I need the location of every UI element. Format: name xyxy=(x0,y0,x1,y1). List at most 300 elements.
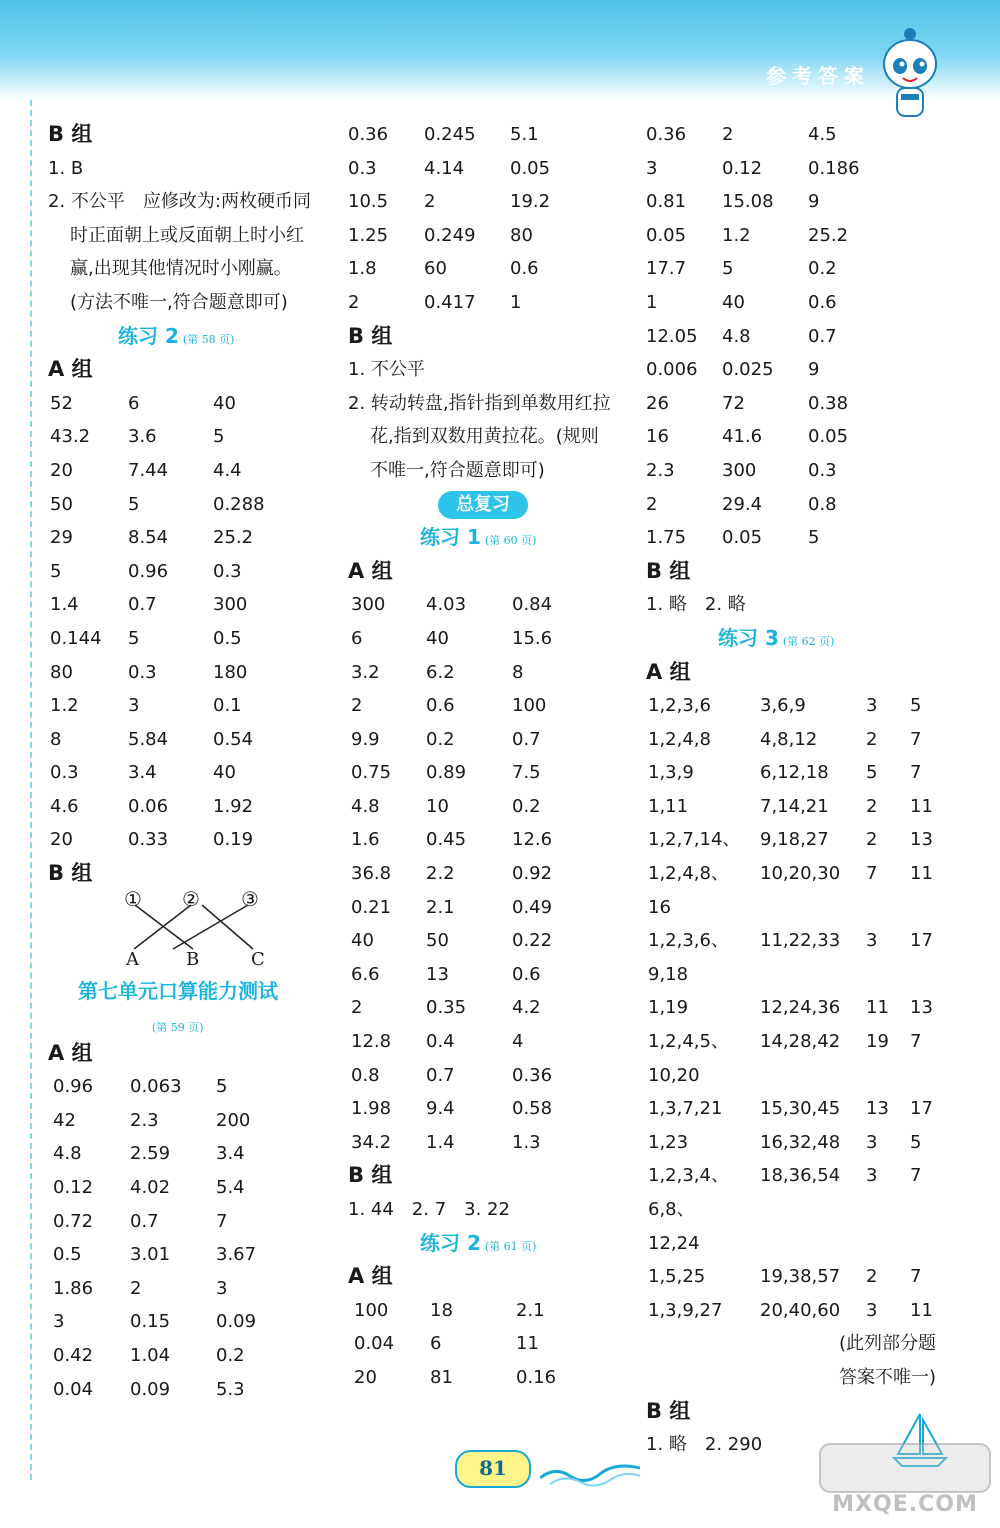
table-row xyxy=(348,857,648,891)
table-row xyxy=(348,185,648,219)
table-cell: 0.12 xyxy=(722,157,763,179)
table-cell: 3.2 xyxy=(351,661,380,683)
table-cell: 5.3 xyxy=(216,1378,245,1400)
table-row xyxy=(646,387,946,421)
answer-line: 2. 转动转盘,指针指到单数用红拉 xyxy=(348,392,611,414)
table-row xyxy=(48,1205,348,1239)
table-cell: 19,38,57 xyxy=(760,1266,841,1288)
table-cell: 1.4 xyxy=(50,594,79,616)
table-cell: 12.8 xyxy=(351,1031,392,1053)
table-cell: 5 xyxy=(722,258,734,280)
table-cell: 9.4 xyxy=(426,1098,455,1120)
table-cell: 5 xyxy=(808,527,820,549)
table-cell: 5.1 xyxy=(510,124,539,145)
table-cell: 0.22 xyxy=(512,930,553,952)
table-cell: 7 xyxy=(910,1031,922,1053)
table-cell: 19 xyxy=(866,1031,889,1053)
table-row xyxy=(48,689,348,723)
table-row xyxy=(646,924,946,958)
answer-table xyxy=(48,387,348,857)
table-cell: 34.2 xyxy=(351,1131,392,1153)
match-label: ① xyxy=(124,886,142,911)
table-cell: 43.2 xyxy=(50,426,91,448)
table-row xyxy=(48,1305,348,1339)
table-cell: 4.8 xyxy=(351,795,380,817)
table-cell: 0.186 xyxy=(808,157,860,179)
table-cell: 3 xyxy=(866,930,878,952)
table-row xyxy=(646,891,946,925)
answer-line: 1. B xyxy=(48,157,84,179)
table-cell: 0.58 xyxy=(512,1098,553,1120)
table-cell: 6 xyxy=(430,1333,442,1355)
table-cell: 1,2,4,8、 xyxy=(648,863,729,885)
table-row xyxy=(646,1159,946,1193)
table-cell: 7 xyxy=(866,863,878,885)
review-pill: 总复习 xyxy=(438,491,528,519)
table-cell: 0.38 xyxy=(808,392,849,414)
table-row xyxy=(48,756,348,790)
table-row xyxy=(348,823,648,857)
table-cell: 0.1 xyxy=(213,695,242,717)
table-cell: 0.21 xyxy=(351,896,392,918)
table-cell: 0.8 xyxy=(808,493,837,515)
table-cell: 5.4 xyxy=(216,1177,245,1199)
table-cell: 1,2,3,6 xyxy=(648,695,711,717)
table-row xyxy=(348,790,648,824)
answer-line: 花,指到双数用黄拉花。(规则 xyxy=(370,426,599,448)
table-row xyxy=(348,219,648,253)
wave-decoration-icon xyxy=(540,1448,640,1488)
table-cell: 0.6 xyxy=(512,963,541,985)
table-cell: 50 xyxy=(50,493,73,515)
table-cell: 9,18 xyxy=(648,963,689,985)
table-cell: 29 xyxy=(50,527,73,549)
group-heading: B 组 xyxy=(48,122,93,146)
table-cell: 3 xyxy=(866,1131,878,1153)
table-cell: 18 xyxy=(430,1299,453,1321)
table-cell: 15,30,45 xyxy=(760,1098,841,1120)
table-row xyxy=(646,286,946,320)
table-cell: 0.06 xyxy=(128,795,169,817)
table-row xyxy=(646,1260,946,1294)
table-cell: 2 xyxy=(130,1277,142,1299)
table-row xyxy=(646,689,946,723)
table-cell: 0.12 xyxy=(53,1177,94,1199)
table-row xyxy=(48,454,348,488)
table-cell: 0.7 xyxy=(426,1064,455,1086)
table-cell: 0.36 xyxy=(512,1064,553,1086)
table-cell: 17 xyxy=(910,930,933,952)
table-cell: 200 xyxy=(216,1109,251,1131)
table-cell: 3.67 xyxy=(216,1244,257,1266)
table-row xyxy=(348,1025,648,1059)
table-cell: 1.86 xyxy=(53,1277,94,1299)
table-cell: 20 xyxy=(50,459,73,481)
table-cell: 16,32,48 xyxy=(760,1131,841,1153)
table-cell: 11 xyxy=(910,795,933,817)
table-cell: 10,20 xyxy=(648,1064,700,1086)
table-row xyxy=(48,387,348,421)
table-cell: 0.2 xyxy=(216,1345,245,1366)
review-banner xyxy=(348,488,648,522)
table-cell: 0.025 xyxy=(722,359,774,381)
table-cell: 5 xyxy=(50,560,62,582)
group-heading: A 组 xyxy=(48,357,93,382)
table-cell: 50 xyxy=(426,930,449,952)
table-cell: 0.2 xyxy=(426,728,455,750)
table-row xyxy=(646,958,946,992)
table-cell: 13 xyxy=(910,829,933,851)
table-cell: 0.36 xyxy=(646,124,687,145)
table-cell: 1.6 xyxy=(351,829,380,851)
table-cell: 4.2 xyxy=(512,997,541,1019)
match-label: A xyxy=(126,948,139,970)
answer-line: 不唯一,符合题意即可) xyxy=(370,459,545,481)
table-row xyxy=(646,219,946,253)
table-cell: 5 xyxy=(128,493,140,515)
table-cell: 0.417 xyxy=(424,291,476,313)
table-cell: 1.3 xyxy=(512,1131,541,1153)
table-cell: 0.45 xyxy=(426,829,467,851)
table-row xyxy=(348,891,648,925)
table-cell: 1.2 xyxy=(722,224,751,246)
table-row xyxy=(646,1092,946,1126)
table-cell: 9,18,27 xyxy=(760,829,829,851)
table-cell: 40 xyxy=(426,627,449,649)
table-cell: 0.7 xyxy=(512,728,541,750)
table-cell: 0.006 xyxy=(646,359,698,381)
table-cell: 4,8,12 xyxy=(760,728,818,750)
group-heading: B 组 xyxy=(348,1163,393,1188)
table-cell: 0.063 xyxy=(130,1076,182,1098)
table-cell: 1.8 xyxy=(348,258,377,280)
table-row xyxy=(646,1059,946,1093)
table-cell: 0.05 xyxy=(510,157,551,179)
table-cell: 1,2,3,4、 xyxy=(648,1165,729,1187)
table-cell: 16 xyxy=(646,426,669,448)
table-row xyxy=(646,823,946,857)
table-cell: 2.1 xyxy=(426,896,455,918)
table-cell: 52 xyxy=(50,392,73,414)
table-row xyxy=(646,790,946,824)
table-cell: 40 xyxy=(213,762,236,784)
table-cell: 0.92 xyxy=(512,863,553,885)
table-cell: 1,3,7,21 xyxy=(648,1098,723,1120)
table-cell: 3 xyxy=(128,695,140,717)
table-cell: 0.249 xyxy=(424,224,476,246)
table-row xyxy=(348,958,648,992)
table-row xyxy=(48,1238,348,1272)
table-cell: 1,3,9 xyxy=(648,762,694,784)
table-cell: 4.8 xyxy=(722,325,751,347)
table-cell: 0.288 xyxy=(213,493,265,515)
table-cell: 3 xyxy=(866,1165,878,1187)
table-cell: 0.6 xyxy=(808,291,837,313)
table-row xyxy=(348,252,648,286)
table-row xyxy=(48,521,348,555)
table-row xyxy=(48,1137,348,1171)
table-cell: 4.6 xyxy=(50,795,79,817)
table-cell: 4.8 xyxy=(53,1143,82,1165)
table-cell: 2 xyxy=(866,1266,878,1288)
table-cell: 0.33 xyxy=(128,829,169,851)
table-cell: 6,8、 xyxy=(648,1199,695,1220)
table-cell: 3 xyxy=(216,1277,228,1299)
section-title: 练习 1 (第 60 页) xyxy=(420,525,537,550)
table-cell: 1.98 xyxy=(351,1098,392,1120)
table-cell: 0.05 xyxy=(646,224,687,246)
match-label: C xyxy=(251,948,265,970)
group-heading: B 组 xyxy=(48,861,93,886)
table-cell: 0.05 xyxy=(722,527,763,549)
section-title: 练习 2 (第 61 页) xyxy=(420,1230,537,1255)
table-cell: 80 xyxy=(510,224,533,246)
table-cell: 1,11 xyxy=(648,795,689,817)
table-cell: 3 xyxy=(53,1311,65,1333)
answer-line: (方法不唯一,符合题意即可) xyxy=(70,291,288,313)
table-cell: 15.6 xyxy=(512,627,553,649)
table-cell: 7 xyxy=(910,1266,922,1288)
table-cell: 5 xyxy=(213,426,225,448)
table-cell: 3 xyxy=(646,157,658,179)
mascot-icon xyxy=(875,22,945,132)
table-cell: 7 xyxy=(910,762,922,784)
table-row xyxy=(348,588,648,622)
section-title: 练习 3 (第 62 页) xyxy=(718,625,835,650)
table-row xyxy=(646,152,946,186)
table-row xyxy=(646,488,946,522)
table-cell: 2 xyxy=(866,795,878,817)
table-cell: 11 xyxy=(910,863,933,885)
table-cell: 2 xyxy=(424,191,436,213)
table-row xyxy=(48,823,348,857)
table-row xyxy=(646,353,946,387)
table-row xyxy=(348,723,648,757)
table-cell: 1.04 xyxy=(130,1345,171,1366)
table-cell: 42 xyxy=(53,1109,76,1131)
table-row xyxy=(48,1104,348,1138)
table-cell: 7.44 xyxy=(128,459,169,481)
table-cell: 12,24,36 xyxy=(760,997,841,1019)
table-cell: 1.25 xyxy=(348,224,389,246)
table-cell: 5 xyxy=(910,1131,922,1153)
table-cell: 2.59 xyxy=(130,1143,171,1165)
table-cell: 0.6 xyxy=(426,695,455,717)
table-cell: 1.4 xyxy=(426,1131,455,1153)
match-label: B xyxy=(186,948,200,970)
table-cell: 4 xyxy=(512,1031,524,1053)
table-cell: 11,22,33 xyxy=(760,930,841,952)
group-heading: A 组 xyxy=(646,659,691,684)
table-cell: 6.6 xyxy=(351,963,380,985)
table-row xyxy=(646,320,946,354)
table-cell: 11 xyxy=(910,1299,933,1321)
group-heading: A 组 xyxy=(348,1264,393,1289)
table-cell: 4.5 xyxy=(808,124,837,145)
section-page-ref: (第 59 页) xyxy=(152,1020,204,1034)
table-cell: 13 xyxy=(426,963,449,985)
table-row xyxy=(48,555,348,589)
table-cell: 0.96 xyxy=(53,1076,94,1098)
table-cell: 0.35 xyxy=(426,997,467,1019)
table-row xyxy=(646,756,946,790)
table-cell: 14,28,42 xyxy=(760,1031,841,1053)
table-row xyxy=(348,622,648,656)
table-cell: 0.245 xyxy=(424,124,476,145)
table-cell: 4.03 xyxy=(426,594,467,616)
table-cell: 1,5,25 xyxy=(648,1266,706,1288)
group-heading: B 组 xyxy=(646,558,691,583)
table-cell: 0.2 xyxy=(512,795,541,817)
answer-line: 1. 略 2. 290 xyxy=(646,1434,763,1456)
table-row xyxy=(348,689,648,723)
table-row xyxy=(48,588,348,622)
table-row xyxy=(348,991,648,1025)
table-row xyxy=(348,1361,648,1395)
table-cell: 0.81 xyxy=(646,191,687,213)
table-cell: 5 xyxy=(128,627,140,649)
table-row xyxy=(48,790,348,824)
table-cell: 1,2,4,8 xyxy=(648,728,711,750)
answer-table xyxy=(646,689,946,1327)
answer-table xyxy=(348,118,648,320)
section-title: 练习 2 (第 58 页) xyxy=(118,323,235,348)
table-cell: 10 xyxy=(426,795,449,817)
note-line: 答案不唯一) xyxy=(838,1366,936,1388)
table-row xyxy=(48,1339,348,1373)
table-cell: 2 xyxy=(722,124,734,145)
table-cell: 2 xyxy=(351,695,363,717)
table-cell: 0.7 xyxy=(130,1210,159,1232)
table-cell: 0.75 xyxy=(351,762,392,784)
table-cell: 3.01 xyxy=(130,1244,171,1266)
table-cell: 0.15 xyxy=(130,1311,171,1333)
table-cell: 3.6 xyxy=(128,426,157,448)
table-cell: 0.3 xyxy=(213,560,242,582)
table-row xyxy=(646,252,946,286)
answer-table xyxy=(48,1070,348,1406)
table-row xyxy=(48,420,348,454)
table-row xyxy=(48,1070,348,1104)
table-cell: 0.84 xyxy=(512,594,553,616)
table-cell: 20,40,60 xyxy=(760,1299,841,1321)
table-cell: 2.1 xyxy=(516,1299,545,1321)
match-label: ③ xyxy=(241,886,259,911)
table-cell: 0.05 xyxy=(808,426,849,448)
table-cell: 10,20,30 xyxy=(760,863,841,885)
table-cell: 5.84 xyxy=(128,728,169,750)
table-cell: 40 xyxy=(722,291,745,313)
table-row xyxy=(646,1025,946,1059)
table-cell: 11 xyxy=(866,997,889,1019)
table-row xyxy=(348,1327,648,1361)
table-cell: 29.4 xyxy=(722,493,763,515)
table-row xyxy=(348,118,648,152)
table-row xyxy=(646,420,946,454)
group-heading: A 组 xyxy=(48,1040,93,1065)
answer-line: 时正面朝上或反面朝上时小红 xyxy=(70,224,304,246)
table-cell: 40 xyxy=(213,392,236,414)
table-row xyxy=(348,756,648,790)
table-cell: 0.96 xyxy=(128,560,169,582)
table-cell: 7 xyxy=(910,1165,922,1187)
table-cell: 13 xyxy=(866,1098,889,1120)
table-cell: 3 xyxy=(866,695,878,717)
table-cell: 7 xyxy=(216,1210,228,1232)
answer-line: 1. 略 2. 略 xyxy=(646,594,746,616)
table-cell: 3 xyxy=(866,1299,878,1321)
table-cell: 2.2 xyxy=(426,863,455,885)
table-row xyxy=(646,1294,946,1328)
table-row xyxy=(646,454,946,488)
table-cell: 2 xyxy=(646,493,658,515)
table-cell: 60 xyxy=(424,258,447,280)
table-cell: 6,12,18 xyxy=(760,762,829,784)
table-row xyxy=(48,723,348,757)
table-cell: 12.05 xyxy=(646,325,698,347)
answer-table xyxy=(646,118,946,555)
table-cell: 180 xyxy=(213,661,248,683)
table-cell: 10.5 xyxy=(348,191,389,213)
table-cell: 2 xyxy=(351,997,363,1019)
table-cell: 3.4 xyxy=(128,762,157,784)
table-cell: 5 xyxy=(866,762,878,784)
table-row xyxy=(48,488,348,522)
table-cell: 72 xyxy=(722,392,745,414)
table-cell: 6 xyxy=(351,627,363,649)
table-row xyxy=(646,991,946,1025)
table-cell: 0.09 xyxy=(130,1378,171,1400)
table-row xyxy=(48,1171,348,1205)
table-cell: 1 xyxy=(510,291,522,313)
table-cell: 100 xyxy=(512,695,547,717)
answer-line: 1. 不公平 xyxy=(348,359,425,381)
table-cell: 0.144 xyxy=(50,627,102,649)
table-row xyxy=(48,1373,348,1407)
table-cell: 0.4 xyxy=(426,1031,455,1053)
table-cell: 15.08 xyxy=(722,191,774,213)
table-cell: 17.7 xyxy=(646,258,687,280)
table-cell: 0.5 xyxy=(213,627,242,649)
table-cell: 7,14,21 xyxy=(760,795,829,817)
answer-line: 1. 44 2. 7 3. 22 xyxy=(348,1199,510,1220)
table-cell: 26 xyxy=(646,392,669,414)
table-row xyxy=(646,185,946,219)
table-cell: 0.7 xyxy=(808,325,837,347)
table-cell: 12,24 xyxy=(648,1232,700,1254)
table-cell: 8 xyxy=(512,661,524,683)
table-cell: 1,23 xyxy=(648,1131,689,1153)
table-cell: 0.2 xyxy=(808,258,837,280)
table-cell: 9 xyxy=(808,359,820,381)
table-cell: 0.04 xyxy=(354,1333,395,1355)
table-cell: 100 xyxy=(354,1299,389,1321)
group-heading: A 组 xyxy=(348,558,393,583)
watermark-text: MXQE.COM xyxy=(832,1492,978,1517)
table-cell: 0.89 xyxy=(426,762,467,784)
table-cell: 1.75 xyxy=(646,527,687,549)
table-cell: 0.36 xyxy=(348,124,389,145)
table-cell: 0.6 xyxy=(510,258,539,280)
table-cell: 1,3,9,27 xyxy=(648,1299,723,1321)
table-cell: 25.2 xyxy=(808,224,849,246)
table-cell: 3.4 xyxy=(216,1143,245,1165)
table-cell: 13 xyxy=(910,997,933,1019)
header-tag: 参考答案 xyxy=(766,64,870,88)
table-cell: 0.5 xyxy=(53,1244,82,1266)
margin-dash-line xyxy=(30,100,32,1480)
table-cell: 11 xyxy=(516,1333,539,1355)
